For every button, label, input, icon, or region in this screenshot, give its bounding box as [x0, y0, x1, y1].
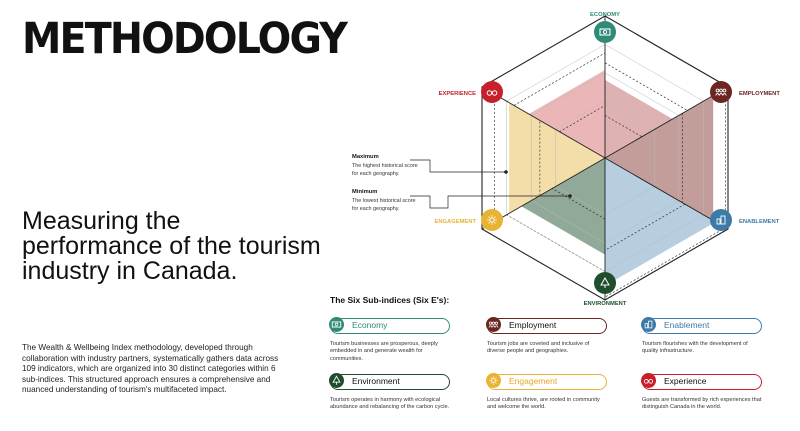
intro-paragraph: The Wealth & Wellbeing Index methodology, developed through collaboration with industry partners, systematically gathers data across 109 indicators, which are organized into 30 distinct categories within 6 sub-indices. This structured approach ensures a comprehensive and nuanced understanding of tourism's multifaceted impact.	[22, 343, 279, 395]
experience-axis-label: EXPERIENCE	[438, 91, 476, 97]
maximum-text-line1: The highest historical score	[352, 163, 418, 169]
economy-pill	[330, 318, 450, 334]
minimum-leader-dot	[568, 194, 572, 198]
people-icon	[486, 317, 501, 332]
legend-title: The Six Sub-indices (Six E's):	[330, 295, 450, 305]
minimum-text-line1: The lowest historical score	[352, 198, 416, 204]
building-icon	[641, 317, 656, 332]
legend-item-enablement	[642, 318, 762, 356]
maximum-leader-dot	[504, 170, 508, 174]
experience-axis-marker	[439, 81, 503, 103]
legend-item-experience	[642, 374, 762, 412]
legend-description: Guests are transformed by rich experiences that distinguish Canada in the world.	[642, 397, 762, 411]
employment-pill	[487, 318, 607, 334]
binoculars-icon	[641, 373, 656, 388]
sun-icon	[481, 209, 503, 231]
economy-axis-label: ECONOMY	[590, 12, 620, 18]
legend-label: Engagement	[509, 376, 558, 386]
environment-axis-marker	[584, 272, 627, 307]
money-icon	[329, 317, 344, 332]
employment-axis-label: EMPLOYMENT	[739, 91, 780, 97]
legend-description: Tourism operates in harmony with ecological abundance and rebalancing of the carbon cycle.	[330, 397, 450, 411]
engagement-pill	[487, 374, 607, 390]
legend-description: Tourism flourishes with the development of quality infrastructure.	[642, 341, 748, 355]
enablement-axis-marker	[710, 209, 780, 231]
economy-axis-marker	[590, 12, 620, 43]
enablement-axis-label: ENABLEMENT	[739, 219, 780, 225]
maximum-title: Maximum	[352, 154, 379, 160]
page-subtitle: Measuring the performance of the tourism industry in Canada.	[22, 207, 321, 285]
legend-label: Environment	[352, 376, 400, 386]
engagement-axis-label: ENGAGEMENT	[434, 219, 476, 225]
environment-pill	[330, 374, 450, 390]
tree-icon	[594, 272, 616, 294]
maximum-leader-line	[410, 160, 506, 172]
legend-item-employment	[487, 318, 607, 356]
engagement-axis-marker	[434, 209, 503, 231]
legend-item-environment	[330, 374, 450, 412]
legend-label: Experience	[664, 376, 707, 386]
environment-axis-label: ENVIRONMENT	[583, 301, 627, 307]
legend-description: Local cultures thrive, are rooted in community and welcome the world.	[487, 397, 600, 411]
tree-icon	[329, 373, 344, 388]
legend-label: Enablement	[664, 320, 710, 330]
employment-axis-marker	[710, 81, 780, 103]
sub-index-triangles	[494, 53, 725, 297]
minimum-title: Minimum	[352, 189, 378, 195]
enablement-pill	[642, 318, 762, 334]
page-title: METHODOLOGY	[22, 14, 347, 64]
legend-label: Economy	[352, 320, 388, 330]
legend-label: Employment	[509, 320, 557, 330]
minimum-text-line2: for each geography.	[352, 206, 400, 212]
money-icon	[594, 21, 616, 43]
legend-item-economy	[330, 318, 450, 363]
legend-item-engagement	[487, 374, 607, 412]
experience-pill	[642, 374, 762, 390]
maximum-text-line2: for each geography.	[352, 171, 400, 177]
legend-description: Tourism businesses are prosperous, deeply embedded in and generate wealth for communities.	[330, 341, 438, 362]
sun-icon	[486, 373, 501, 388]
legend-description: Tourism jobs are coveted and inclusive of diverse people and geographies.	[487, 341, 590, 355]
